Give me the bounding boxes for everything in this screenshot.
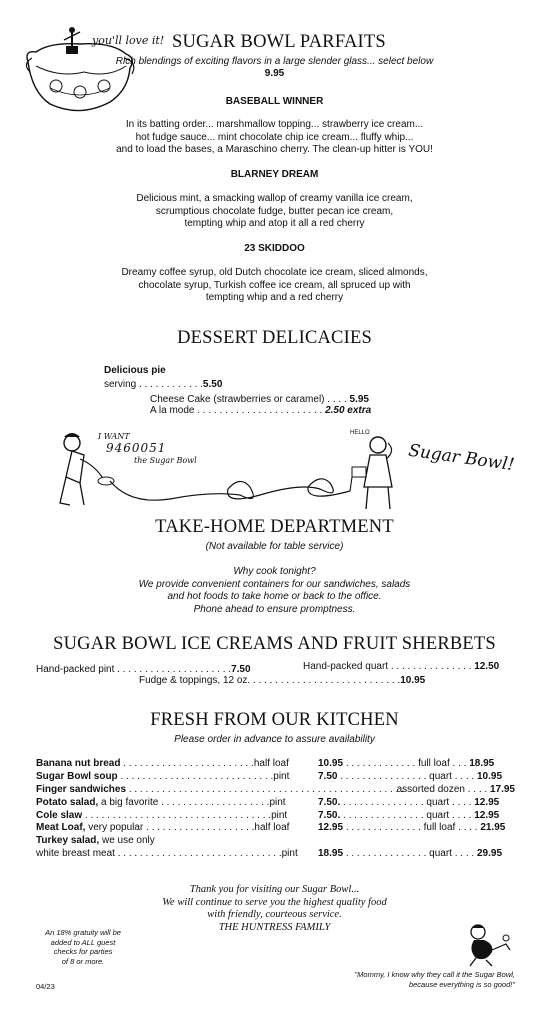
- child-illustration: [458, 920, 518, 968]
- parfait-title: 23 SKIDDOO: [244, 243, 305, 254]
- kitchen-row-right: 10.95 . . . . . . . . . . . . . full loaf . . . 18.95: [318, 758, 495, 769]
- parfaits-heading: SUGAR BOWL PARFAITS: [172, 32, 386, 52]
- pint-row: Hand-packed pint . . . . . . . . . . . . . . . . . . . . .7.50: [36, 664, 251, 675]
- kitchen-row-right: 7.50. . . . . . . . . . . . . . . . quart . . . . 12.95: [318, 797, 500, 808]
- note-line3: the Sugar Bowl: [134, 456, 197, 465]
- kitchen-row-left: Potato salad, a big favorite . . . . . . . . . . . . . . . . . . . .pint: [36, 797, 286, 808]
- cheesecake-row: Cheese Cake (strawberries or caramel) . . . . 5.95: [150, 394, 369, 405]
- handwritten-note: you'll love it!: [92, 34, 165, 47]
- kitchen-row-left: Banana nut bread . . . . . . . . . . . . . . . . . . . . . . . .half loaf: [36, 758, 289, 769]
- fudge-row: Fudge & toppings, 12 oz. . . . . . . . . . . . . . . . . . . . . . . . . . . .10.95: [139, 675, 426, 686]
- hello-bubble: HELLO: [350, 430, 370, 436]
- parfait-description: Delicious mint, a smacking wallop of creamy vanilla ice cream, scrumptious chocolate fudge, butter pecan ice cream, tempting whip and atop it all a red cherry: [136, 193, 413, 229]
- kitchen-row-right: 18.95 . . . . . . . . . . . . . . . quart . . . . 29.95: [318, 848, 503, 859]
- kitchen-row-left: Sugar Bowl soup . . . . . . . . . . . . . . . . . . . . . . . . . . . .pint: [36, 771, 290, 782]
- parfaits-subtitle: Rich blendings of exciting flavors in a large slender glass... select below: [115, 56, 434, 67]
- quart-row: Hand-packed quart . . . . . . . . . . . . . . . 12.50: [303, 661, 500, 672]
- kitchen-row-left: white breast meat . . . . . . . . . . . . . . . . . . . . . . . . . . . . . .pint: [36, 848, 298, 859]
- print-date: 04/23: [36, 982, 55, 991]
- note-phone-number: 9460051: [106, 441, 167, 455]
- kitchen-heading: FRESH FROM OUR KITCHEN: [150, 710, 399, 730]
- kitchen-row-right: 7.50. . . . . . . . . . . . . . . . quart . . . . 12.95: [318, 810, 500, 821]
- takehome-note: (Not available for table service): [205, 541, 344, 552]
- parfait-description: Dreamy coffee syrup, old Dutch chocolate ice cream, sliced almonds, chocolate syrup, Turkish coffee ice cream, all spruced up with tempting whip and a red cherry: [121, 267, 428, 303]
- icecreams-heading: SUGAR BOWL ICE CREAMS AND FRUIT SHERBETS: [53, 634, 496, 654]
- parfaits-price: 9.95: [264, 68, 285, 79]
- sugar-bowl-signature: Sugar Bowl!: [407, 440, 516, 476]
- kitchen-row-left: Cole slaw . . . . . . . . . . . . . . . . . . . . . . . . . . . . . . . . . .pint: [36, 810, 288, 821]
- kitchen-row-left: Meat Loaf, very popular . . . . . . . . . . . . . . . . . . . .half loaf: [36, 822, 290, 833]
- takehome-description: Why cook tonight? We provide convenient containers for our sandwiches, salads and hot foods to take home or back to the office. Phone ahead to ensure promptness.: [138, 566, 411, 615]
- takehome-heading: TAKE-HOME DEPARTMENT: [155, 517, 394, 537]
- pie-title: Delicious pie: [104, 365, 166, 376]
- note-line1: I WANT: [98, 432, 130, 441]
- parfait-title: BLARNEY DREAM: [230, 169, 319, 180]
- alamode-row: A la mode . . . . . . . . . . . . . . . . . . . . . . . 2.50 extra: [150, 405, 372, 416]
- child-quote: "Mommy, I know why they call it the Sugar Bowl, because everything is so good!": [354, 970, 515, 989]
- kitchen-row-right: 7.50 . . . . . . . . . . . . . . . . quart . . . . 10.95: [318, 771, 503, 782]
- gratuity-note: An 18% gratuity will be added to ALL guest checks for parties of 8 or more.: [45, 928, 121, 966]
- pie-row: serving . . . . . . . . . . . .5.50: [104, 379, 223, 390]
- thank-you-message: Thank you for visiting our Sugar Bowl... We will continue to serve you the highest quality food with friendly, courteous service. THE HUNTRESS FAMILY: [162, 884, 387, 933]
- kitchen-row-name: Turkey salad, we use only: [36, 835, 155, 846]
- parfait-description: In its batting order... marshmallow topping... strawberry ice cream... hot fudge sauce... mint chocolate chip ice cream... fluffy whip... and to load the bases, a Maraschino cherry. The clean-up hitter is YOU!: [116, 119, 433, 155]
- kitchen-row-right: assorted dozen . . . . 17.95: [396, 784, 515, 795]
- parfait-title: BASEBALL WINNER: [225, 96, 324, 107]
- kitchen-row-left: Finger sandwiches . . . . . . . . . . . . . . . . . . . . . . . . . . . . . . . . . . . . . . . . . . . . . . . . . .: [36, 784, 404, 795]
- desserts-heading: DESSERT DELICACIES: [177, 328, 372, 348]
- kitchen-note: Please order in advance to assure availability: [174, 734, 375, 745]
- kitchen-row-right: 12.95 . . . . . . . . . . . . . . full loaf . . . . 21.95: [318, 822, 506, 833]
